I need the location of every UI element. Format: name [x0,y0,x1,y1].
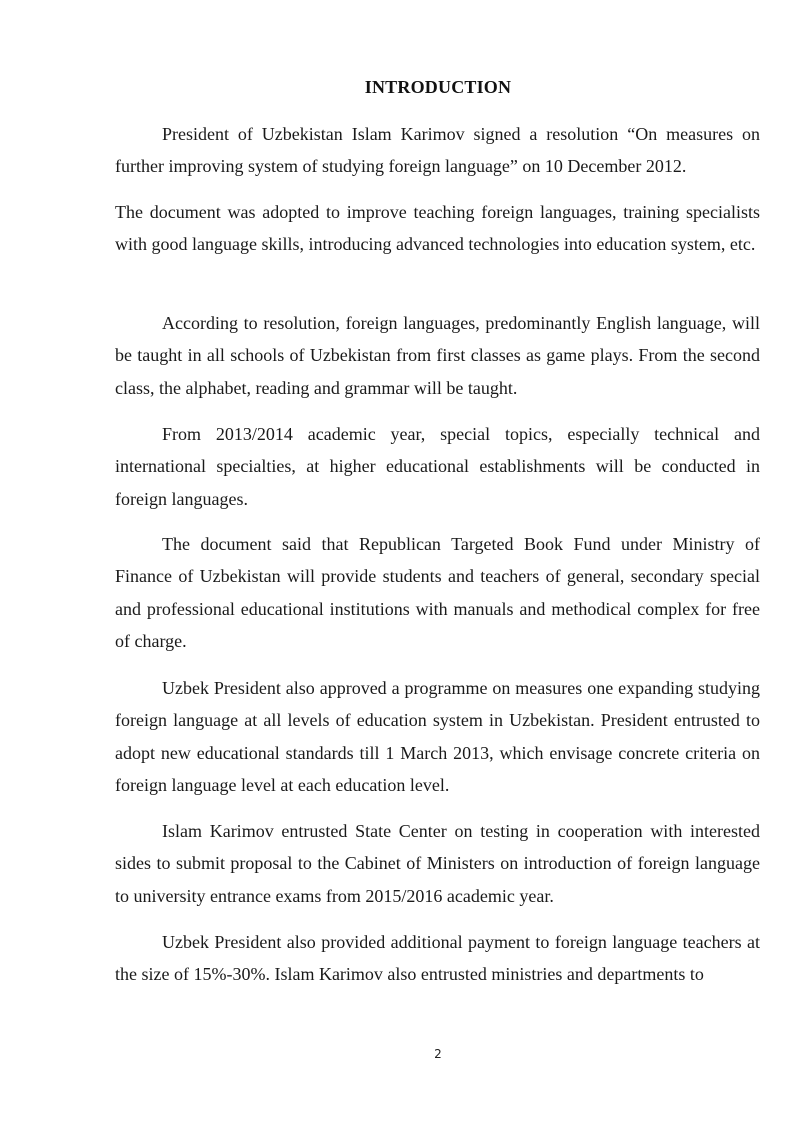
paragraph-schools: According to resolution, foreign languages, predominantly English language, will be taught in all schools of Uzbekistan from first classes as game plays. From the second class, the alphabet, reading and grammar will be taught. [115,313,760,398]
paragraph-document-purpose: The document was adopted to improve teaching foreign languages, training specialists with good language skills, introducing advanced technologies into education system, etc. [115,202,760,255]
paragraph-higher-education: From 2013/2014 academic year, special topics, especially technical and international specialties, at higher educational establishments will be conducted in foreign languages. [115,424,760,509]
paragraph-resolution: President of Uzbekistan Islam Karimov signed a resolution “On measures on further improving system of studying foreign language” on 10 December 2012. [115,124,760,177]
section-heading: INTRODUCTION [364,77,512,97]
paragraph-state-center: Islam Karimov entrusted State Center on testing in cooperation with interested sides to submit proposal to the Cabinet of Ministers on introduction of foreign language to university entrance exams from 2015/2016 academic year. [115,821,760,906]
paragraph-payment: Uzbek President also provided additional payment to foreign language teachers at the size of 15%-30%. Islam Karimov also entrusted ministries and departments to [115,932,760,985]
page-number: 2 [434,1047,442,1061]
paragraph-book-fund: The document said that Republican Targeted Book Fund under Ministry of Finance of Uzbekistan will provide students and teachers of general, secondary special and professional educational institutions with manuals and methodical complex for free of charge. [115,534,760,652]
paragraph-programme: Uzbek President also approved a programme on measures one expanding studying foreign language at all levels of education system in Uzbekistan. President entrusted to adopt new educational standards till 1 March 2013, which envisage concrete criteria on foreign language level at each education level. [115,678,760,796]
